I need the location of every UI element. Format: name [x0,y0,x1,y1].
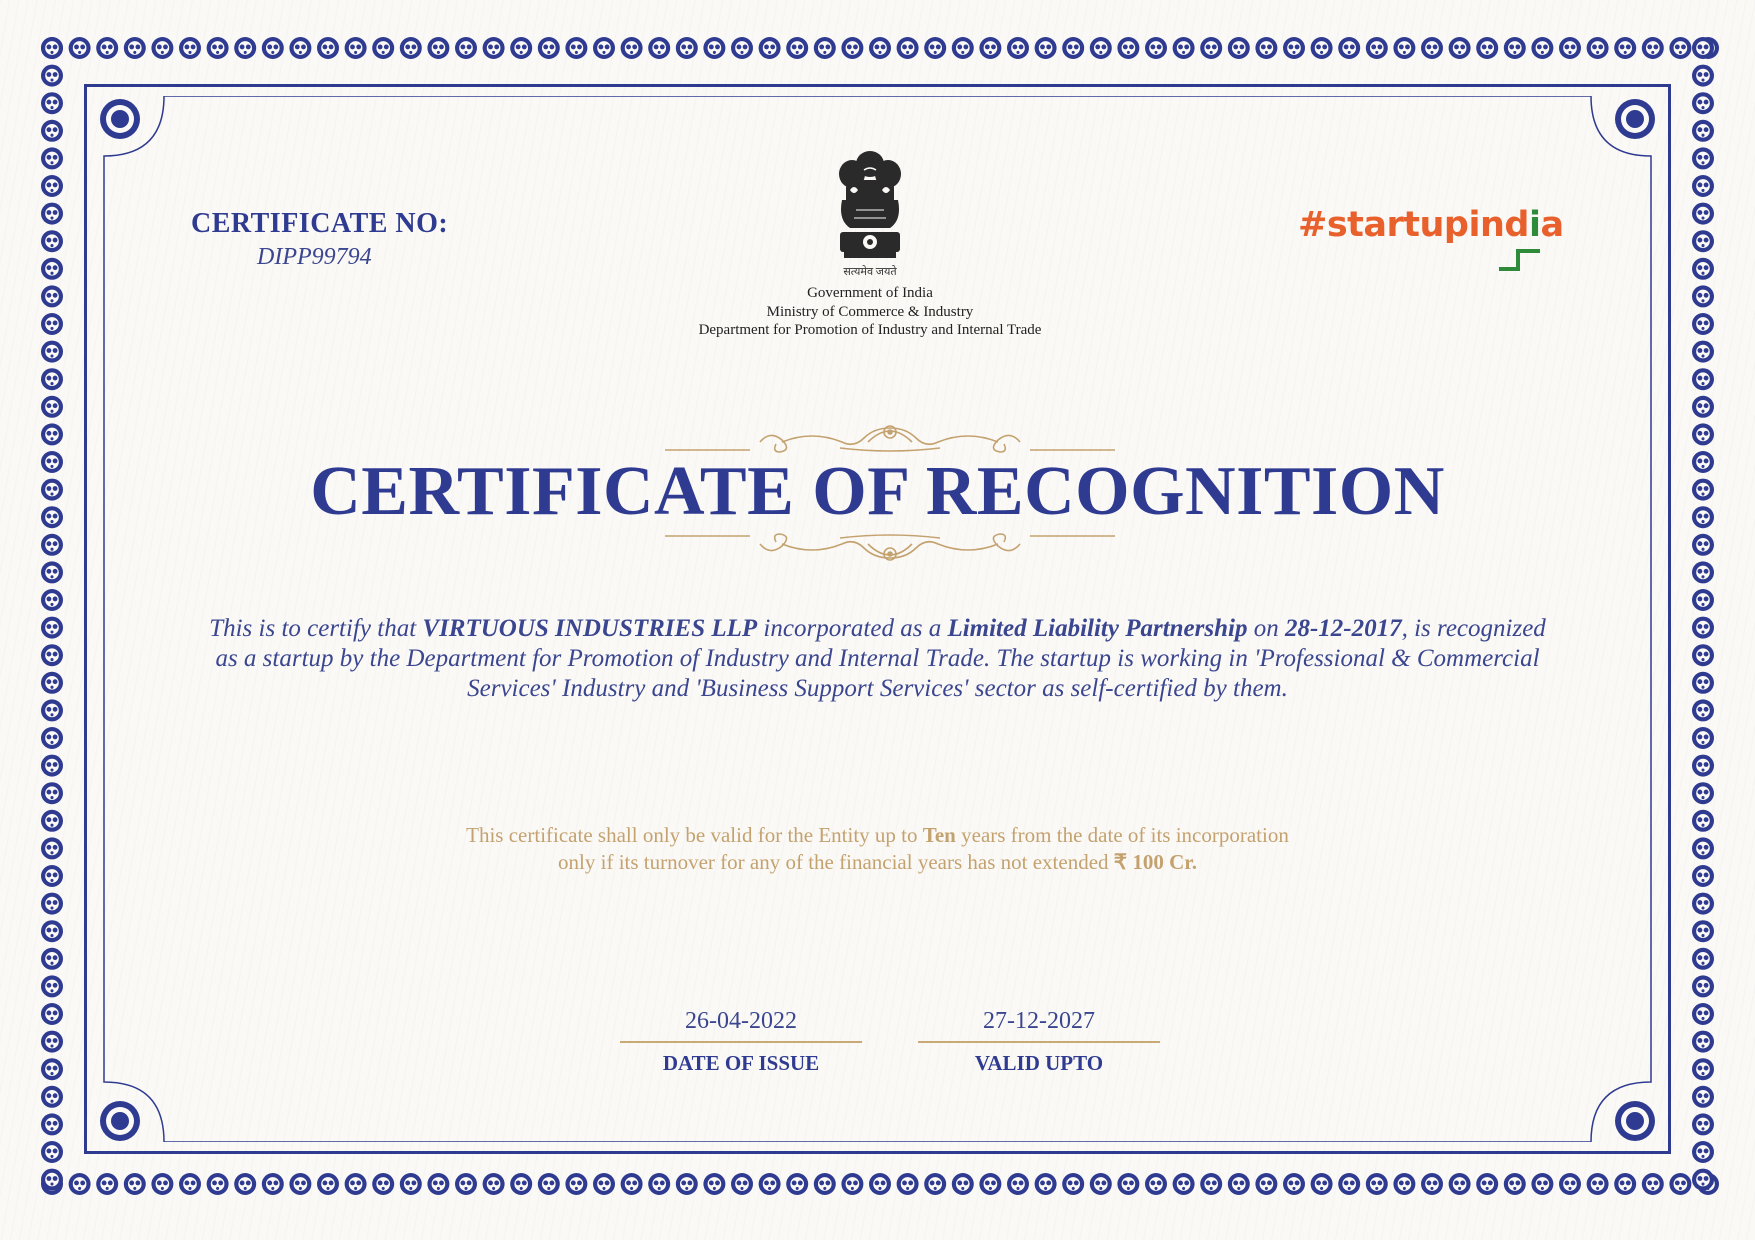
certificate-number-block [191,208,481,271]
certificate-title: CERTIFICATE OF RECOGNITION [310,453,1445,530]
validity-note [300,822,1455,876]
ornamental-border-left [34,30,70,1202]
government-header [620,284,1120,340]
certificate-body [200,614,1555,704]
valid-upto-rule [918,1041,1160,1043]
emblem-motto: सत्यमेव जयते [843,266,897,278]
date-of-issue-rule [620,1041,862,1043]
corner-ornament-top-left [100,99,140,139]
corner-ornament-bottom-right [1615,1101,1655,1141]
valid-upto-block [918,1008,1160,1076]
validity-part-1: This certificate shall only be valid for the Entity up to [466,823,923,847]
ornamental-border-bottom [34,1166,1721,1202]
title-flourish-top [660,420,1120,456]
corner-ornament-top-right [1615,99,1655,139]
body-part-3: on [1247,615,1285,642]
title-flourish-bottom [660,530,1120,566]
validity-part-2: years from the date of its incorporation [955,823,1289,847]
body-part-2: incorporated as a [757,615,948,642]
corner-ornament-bottom-left [100,1101,140,1141]
company-name: VIRTUOUS INDUSTRIES LLP [422,615,758,642]
startupindia-logo-i: i [1528,205,1541,245]
validity-years: Ten [922,823,956,847]
body-intro: This is to certify that [209,615,423,642]
certificate-number-value: DIPP99794 [257,244,372,270]
validity-part-3: only if its turnover for any of the financial years has not extended [558,850,1114,874]
valid-upto-value: 27-12-2027 [983,1008,1095,1034]
ornamental-border-right [1685,30,1721,1202]
national-emblem-icon [820,140,920,280]
startupindia-logo-text: #startupind [1298,205,1529,245]
certificate-number-label: CERTIFICATE NO: [191,208,449,239]
ornamental-border-top [34,30,1721,66]
government-line-3: Department for Promotion of Industry and Internal Trade [698,322,1042,338]
startupindia-logo [1298,205,1568,275]
date-of-issue-block [620,1008,862,1076]
startupindia-step-icon [1496,245,1546,271]
entity-type: Limited Liability Partnership [947,615,1248,642]
body-part-4: , is recognized as a startup by the Department for Promotion of Industry and Internal Trade. The startup is working in 'Professional & Commercial Services' Industry and 'Business Support Services' sector as self-certified by them. [215,615,1546,702]
date-of-issue-label: DATE OF ISSUE [662,1051,820,1075]
turnover-limit: ₹ 100 Cr. [1113,850,1197,874]
government-line-1: Government of India [807,285,933,301]
startupindia-logo-a: a [1540,205,1564,245]
government-line-2: Ministry of Commerce & Industry [766,303,974,320]
date-of-issue-value: 26-04-2022 [685,1008,797,1034]
valid-upto-label: VALID UPTO [974,1051,1104,1075]
incorporation-date: 28-12-2017 [1284,615,1402,642]
